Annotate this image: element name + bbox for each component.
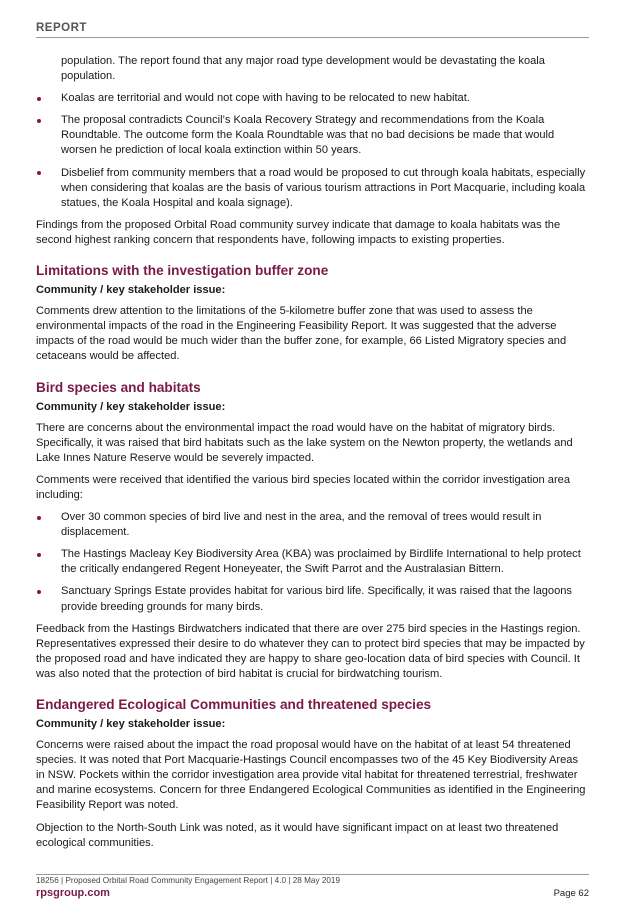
bullet-icon: [37, 553, 41, 557]
footer-reference: 18256 | Proposed Orbital Road Community Engagement Report | 4.0 | 28 May 2019: [36, 876, 341, 885]
north-south-link-paragraph: Objection to the North-South Link was noted, as it would have significant impact on at least two threatened ecological communities.: [36, 821, 559, 849]
bullet-icon: [37, 97, 41, 101]
section-heading-endangered-communities: Endangered Ecological Communities and threatened species: [36, 697, 432, 712]
issue-label: Community / key stakeholder issue:: [36, 718, 226, 730]
bullet-icon: [37, 171, 41, 175]
list-item: Koalas are territorial and would not cope with having to be relocated to new habitat.: [36, 91, 589, 106]
running-header: REPORT: [36, 22, 589, 38]
issue-label: Community / key stakeholder issue:: [36, 400, 226, 413]
birdwatchers-paragraph: Feedback from the Hastings Birdwatchers indicated that there are over 275 bird species in the Hastings region. Representatives expressed their desire to do whatever they can to protect bird species that may be impacted by the proposed road and have indicated they are happy to share geo-location data of bird species with Council. It was also noted that the protection of bird habitat is crucial for birdwatching tourism.: [36, 622, 585, 680]
threatened-species-paragraph: Concerns were raised about the impact the road proposal would have on the habitat of at least 54 threatened species. It was noted that Port Macquarie-Hastings Council encompasses two of the 45 Key Biodiversity Areas in NSW. Pockets within the corridor investigation area provide vital habitat for threatened terrestrial, freshwater and marine ecosystems. Concern for three Endangered Ecological Communities as identified in the Engineering Feasibility Report was noted.: [36, 739, 586, 812]
page-body: [36, 54, 589, 858]
issue-label: Community / key stakeholder issue:: [36, 284, 226, 297]
bullet-icon: [37, 119, 41, 123]
footer-divider: [36, 874, 589, 875]
list-item: Sanctuary Springs Estate provides habitat for various bird life. Specifically, it was raised that the lagoons provide breeding grounds for many birds.: [36, 584, 589, 614]
list-item: The Hastings Macleay Key Biodiversity Area (KBA) was proclaimed by Birdlife International to help protect the critically endangered Regent Honeyeater, the Swift Parrot and the Australasian Bittern.: [36, 547, 589, 577]
bird-comments-paragraph: Comments were received that identified the various bird species located within the corridor investigation area including:: [36, 473, 571, 501]
bird-concerns-paragraph: There are concerns about the environmental impact the road would have on the habitat of migratory birds. Specifically, it was raised that bird habitats such as the lake system on the Newton property, the wetlands and Lake Innes Nature Reserve would be severely impacted.: [36, 421, 573, 464]
bird-bullet-list: [36, 510, 589, 615]
bullet-icon: [37, 516, 41, 520]
buffer-zone-paragraph: Comments drew attention to the limitations of the 5-kilometre buffer zone that was used to assess the environmental impacts of the road in the Engineering Feasibility Report. It was suggested that the adverse impacts of the road would be much wider than the buffer zone, for example, 66 Listed Migratory species and cetaceans would be affected.: [36, 305, 567, 363]
bullet-icon: [37, 590, 41, 594]
koala-bullet-list: [36, 54, 589, 211]
survey-findings-paragraph: Findings from the proposed Orbital Road community survey indicate that damage to koala habitats was the second highest ranking concern that respondents have, following impacts to existing properties.: [36, 218, 561, 246]
page-number: Page 62: [553, 888, 589, 899]
section-heading-buffer-zone: Limitations with the investigation buffer zone: [36, 263, 329, 279]
list-item: population. The report found that any major road type development would be devastating the koala population.: [61, 55, 545, 83]
list-item: Disbelief from community members that a road would be proposed to cut through koala habitats, especially when considering that koalas are the basis of various tourism attractions in Port Macquarie, including koala statues, the Koala Hospital and koala signage).: [36, 166, 589, 211]
footer-website: rpsgroup.com: [36, 887, 110, 899]
section-heading-bird-species: Bird species and habitats: [36, 379, 201, 395]
list-item: The proposal contradicts Council’s Koala Recovery Strategy and recommendations from the Koala Roundtable. The outcome form the Koala Roundtable was that no bad decisions be made that would worsen he prediction of local koala extinction within 50 years.: [36, 113, 589, 158]
list-item: Over 30 common species of bird live and nest in the area, and the removal of trees would result in displacement.: [36, 510, 589, 540]
